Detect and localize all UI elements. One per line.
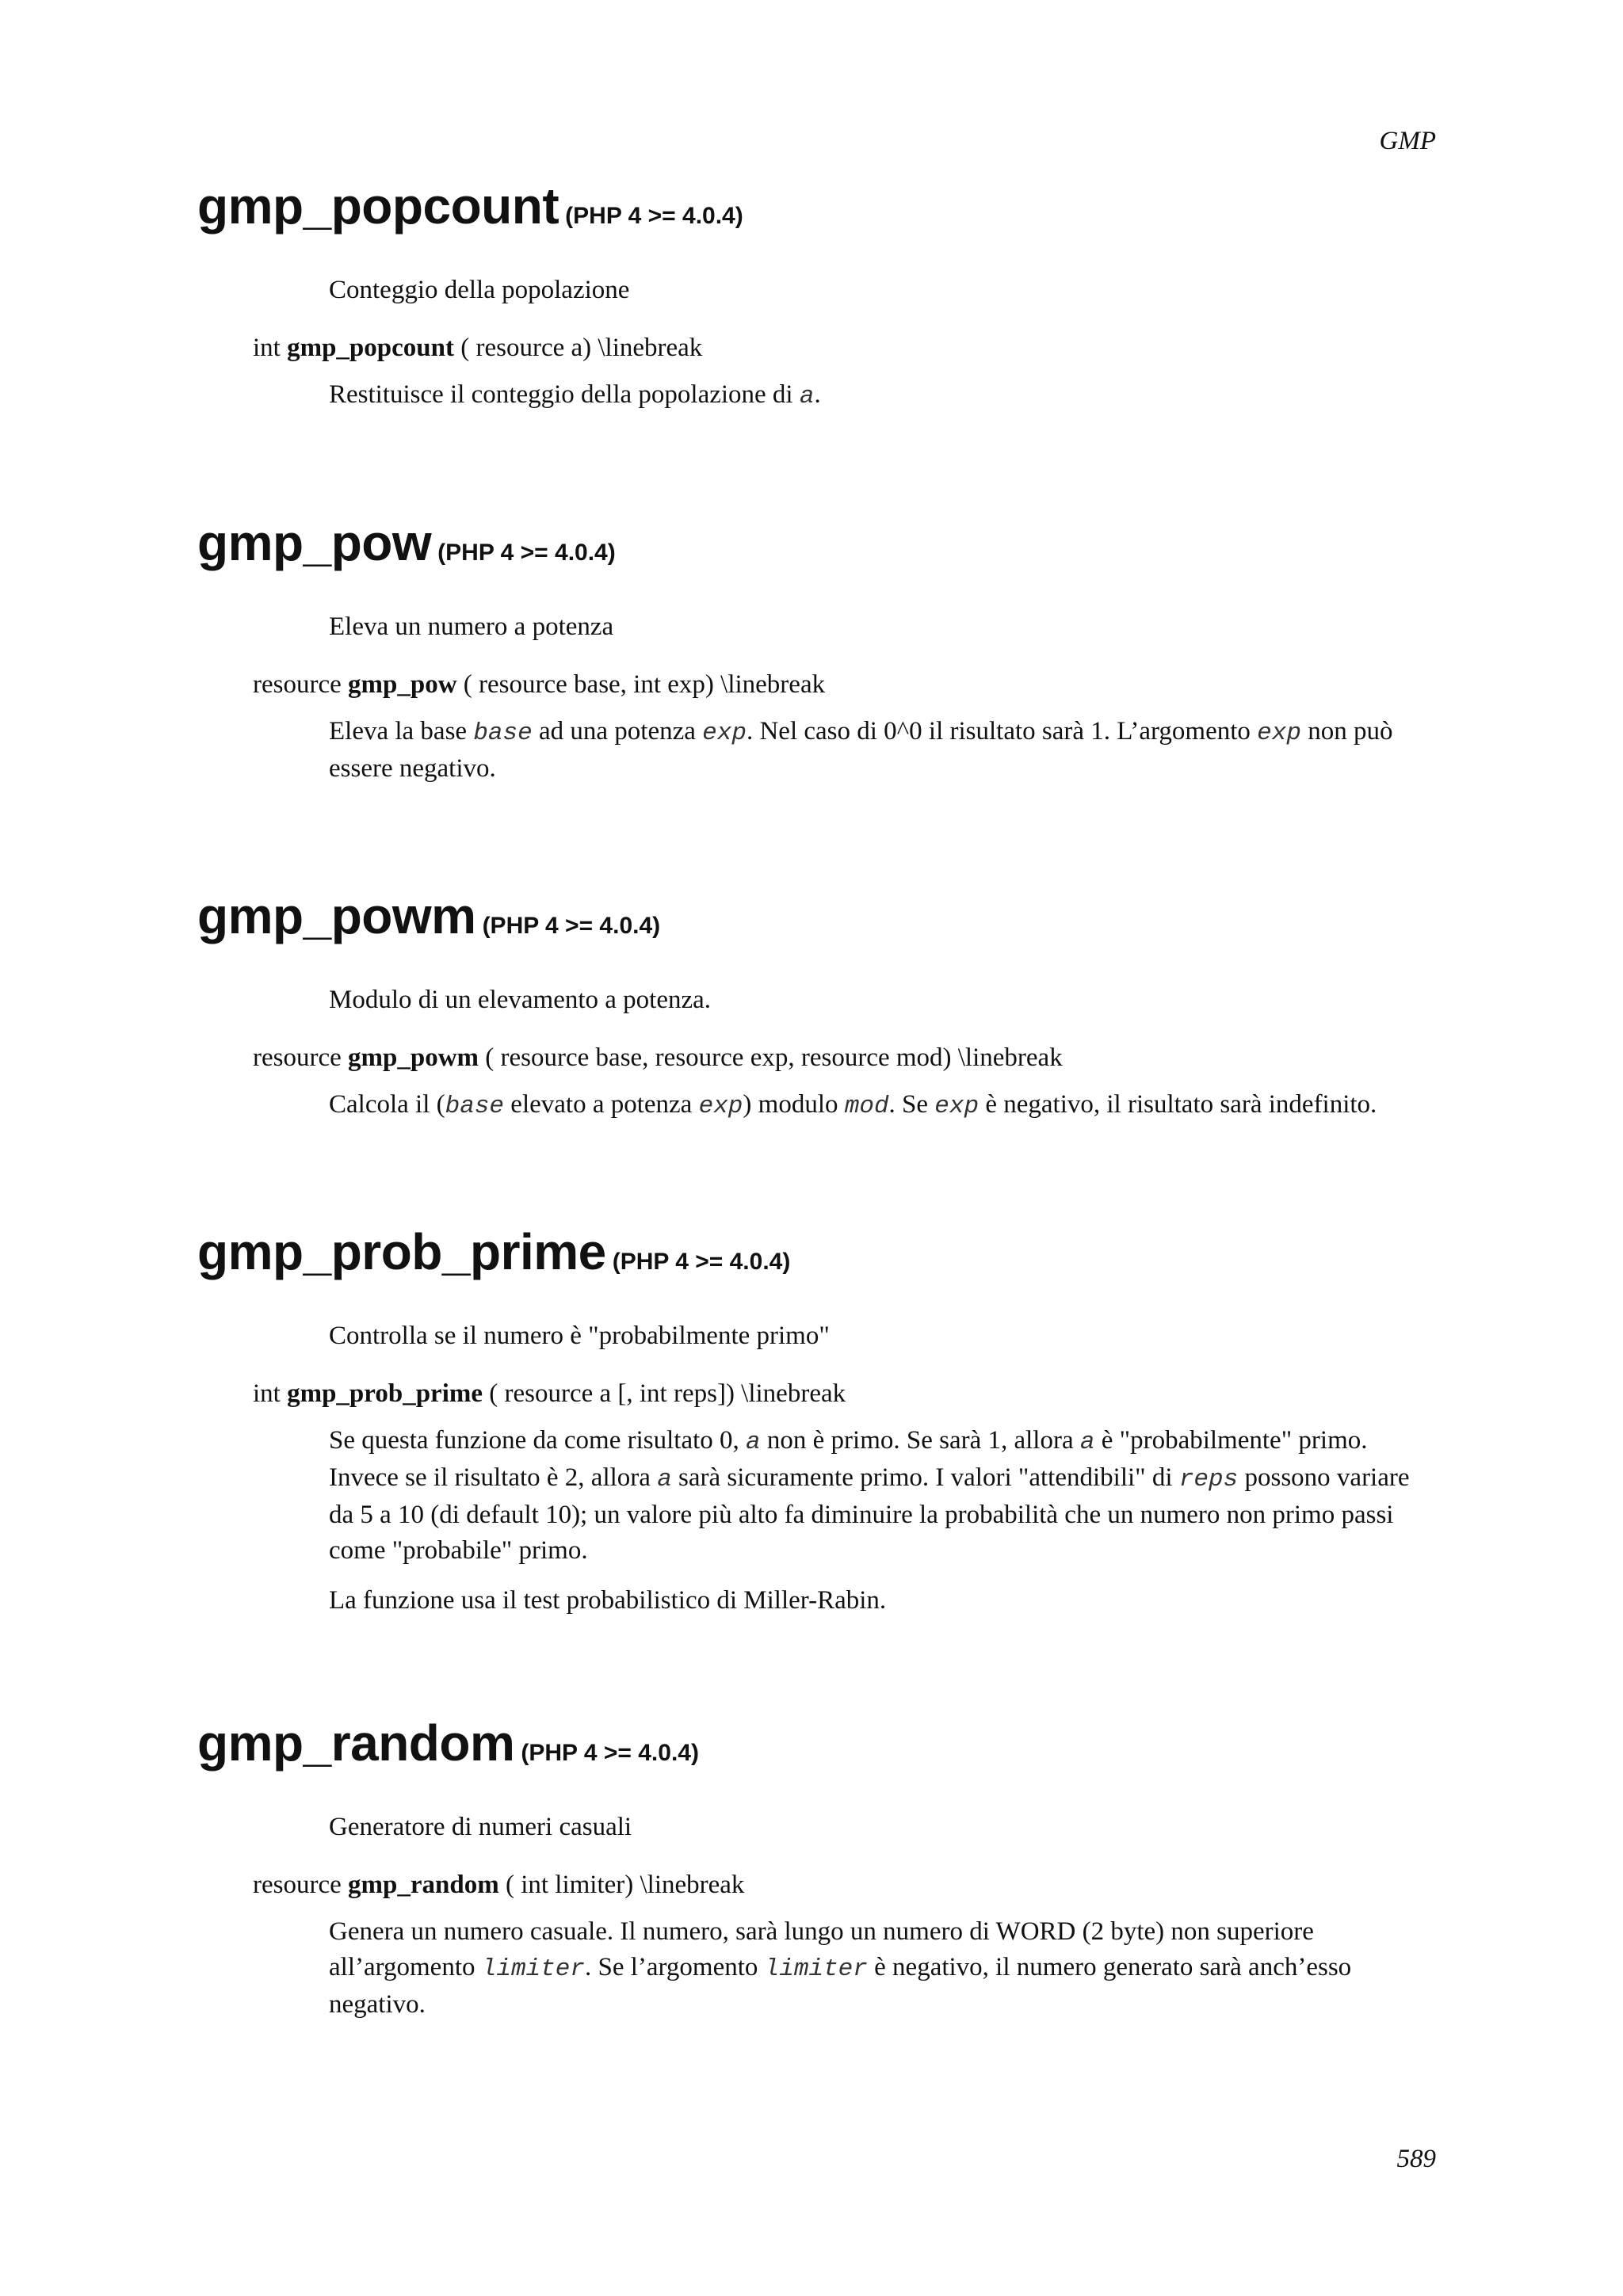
- version-note: (PHP 4 >= 4.0.4): [565, 203, 743, 229]
- function-name: gmp_powm: [197, 887, 476, 944]
- parameter-ref: a: [799, 383, 815, 410]
- function-name: gmp_pow: [197, 514, 432, 571]
- function-synopsis: [253, 334, 1434, 363]
- entry-title: [197, 1714, 1434, 1772]
- entry-gmp-pow: [197, 514, 1434, 787]
- desc-text: .: [814, 380, 821, 409]
- function-description: [329, 714, 1438, 787]
- parameter-ref: a: [1079, 1428, 1095, 1456]
- desc-text: sarà sicuramente primo. I valori "attendibili" di: [671, 1463, 1179, 1492]
- entry-gmp-prob-prime: [197, 1223, 1434, 1619]
- parameter-list: ( resource base, resource exp, resource mod) \linebreak: [485, 1043, 1063, 1072]
- function-purpose: Conteggio della popolazione: [329, 276, 630, 304]
- desc-text: è negativo, il numero generato sarà anch’esso negativo.: [329, 1953, 1352, 2019]
- desc-text: è negativo, il risultato sarà indefinito.: [979, 1090, 1377, 1119]
- version-note: (PHP 4 >= 4.0.4): [437, 540, 616, 566]
- return-type: resource: [253, 670, 342, 699]
- synopsis-function-name: gmp_pow: [348, 670, 457, 699]
- parameter-list: ( resource base, int exp) \linebreak: [463, 670, 826, 699]
- parameter-ref: limiter: [481, 1955, 585, 1983]
- parameter-ref: reps: [1178, 1466, 1239, 1493]
- desc-text: Restituisce il conteggio della popolazione di: [329, 380, 800, 409]
- function-purpose: Modulo di un elevamento a potenza.: [329, 986, 712, 1014]
- function-synopsis: [253, 1043, 1434, 1073]
- desc-text: Eleva la base: [329, 717, 474, 746]
- function-purpose: Generatore di numeri casuali: [329, 1813, 632, 1841]
- function-description: [329, 377, 1438, 414]
- desc-text: . Se: [888, 1090, 935, 1119]
- function-purpose: Controlla se il numero è "probabilmente primo": [329, 1322, 830, 1350]
- parameter-ref: limiter: [764, 1955, 868, 1983]
- return-type: int: [253, 334, 281, 362]
- parameter-ref: exp: [934, 1093, 980, 1120]
- desc-text: Se questa funzione da come risultato 0,: [329, 1426, 747, 1455]
- synopsis-function-name: gmp_powm: [348, 1043, 479, 1072]
- parameter-ref: mod: [844, 1093, 889, 1120]
- synopsis-function-name: gmp_prob_prime: [287, 1379, 483, 1408]
- parameter-ref: exp: [1257, 719, 1301, 747]
- return-type: int: [253, 1379, 281, 1408]
- desc-text: Calcola il (: [329, 1090, 445, 1119]
- entry-title: [197, 514, 1434, 571]
- function-name: gmp_prob_prime: [197, 1223, 606, 1280]
- version-note: (PHP 4 >= 4.0.4): [482, 913, 661, 939]
- desc-text: non può essere negativo.: [329, 717, 1393, 783]
- entry-gmp-powm: [197, 887, 1434, 1124]
- parameter-list: ( resource a [, int reps]) \linebreak: [489, 1379, 846, 1408]
- desc-text: . Nel caso di 0^0 il risultato sarà 1. L’argomento: [746, 717, 1258, 746]
- return-type: resource: [253, 1871, 342, 1899]
- parameter-list: ( int limiter) \linebreak: [505, 1871, 745, 1899]
- synopsis-function-name: gmp_random: [348, 1871, 499, 1899]
- desc-text: Genera un numero casuale. Il numero, sarà lungo un numero di WORD (2 byte) non superiore all’argomento: [329, 1917, 1314, 1981]
- entry-gmp-random: [197, 1714, 1434, 2023]
- parameter-ref: a: [746, 1428, 761, 1456]
- desc-text: possono variare da 5 a 10 (di default 10); un valore più alto fa diminuire la probabilità che un numero non primo passi come "probabile" primo.: [329, 1463, 1410, 1565]
- function-synopsis: [253, 670, 1434, 700]
- synopsis-function-name: gmp_popcount: [287, 334, 454, 362]
- function-description: [329, 1914, 1438, 2023]
- return-type: resource: [253, 1043, 342, 1072]
- parameter-ref: base: [445, 1093, 505, 1120]
- function-synopsis: [253, 1871, 1434, 1900]
- entry-title: [197, 177, 1434, 235]
- function-name: gmp_random: [197, 1714, 515, 1772]
- entry-title: [197, 1223, 1434, 1280]
- version-note: (PHP 4 >= 4.0.4): [612, 1249, 791, 1275]
- function-name: gmp_popcount: [197, 177, 559, 235]
- version-note: (PHP 4 >= 4.0.4): [521, 1740, 699, 1766]
- parameter-ref: exp: [698, 1093, 743, 1120]
- parameter-ref: base: [473, 719, 533, 747]
- function-note: La funzione usa il test probabilistico di Miller-Rabin.: [329, 1586, 887, 1615]
- desc-text: è "probabilmente" primo. Invece se il risultato è 2, allora: [329, 1426, 1368, 1492]
- function-purpose: Eleva un numero a potenza: [329, 612, 614, 641]
- desc-text: ) modulo: [743, 1090, 845, 1119]
- desc-text: . Se l’argomento: [584, 1953, 765, 1981]
- function-synopsis: [253, 1379, 1434, 1409]
- desc-text: ad una potenza: [532, 717, 703, 746]
- desc-text: elevato a potenza: [504, 1090, 699, 1119]
- entry-gmp-popcount: [197, 177, 1434, 414]
- function-description: [329, 1423, 1438, 1569]
- parameter-list: ( resource a) \linebreak: [460, 334, 703, 362]
- page-number: 589: [1396, 2145, 1436, 2173]
- running-header: GMP: [1379, 127, 1436, 155]
- parameter-ref: exp: [702, 719, 747, 747]
- function-description: [329, 1087, 1438, 1124]
- entry-title: [197, 887, 1434, 944]
- desc-text: non è primo. Se sarà 1, allora: [760, 1426, 1080, 1455]
- parameter-ref: a: [657, 1466, 672, 1493]
